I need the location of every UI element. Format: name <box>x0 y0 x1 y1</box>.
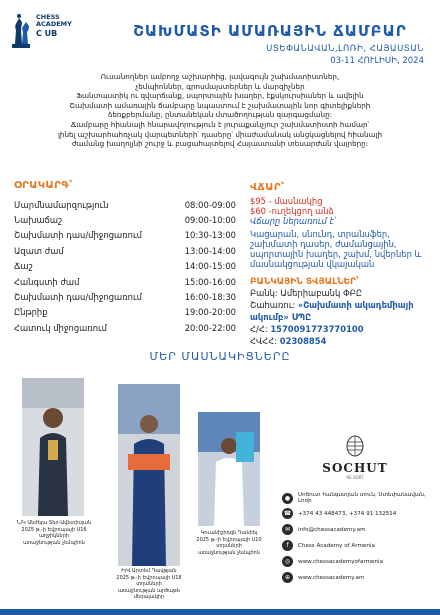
participant-photo-2 <box>118 384 180 566</box>
recipient-name: «Շախմատի ակադեմիայի ակումբ» ՍՊԸ <box>250 300 414 322</box>
schedule-time: 20:00-22:00 <box>184 322 236 333</box>
fee-included-label: Վճարը ներառում է՝ <box>250 216 336 226</box>
location-text: ՍՏԵՓԱՆԱՎԱՆ,ԼՈՌԻ, ՀԱՅԱՍՏԱՆ <box>266 44 424 54</box>
schedule-list <box>14 197 236 336</box>
schedule-label: Շախմատի դաս/միջոցառում <box>14 230 142 241</box>
fee-price-participant: $95 - մասնակից <box>250 196 323 206</box>
schedule-label: Ընթրիք <box>14 307 48 318</box>
schedule-label: Ճաշ <box>14 261 33 272</box>
chess-academy-logo <box>10 10 72 56</box>
schedule-row <box>14 320 236 335</box>
schedule-time: 14:00-15:00 <box>184 261 236 272</box>
intro-line: լինել աշխարհահռչակ վարպետների՝ դասերը՝ միաժամանակ անցկացնելով հիանալի <box>57 129 383 139</box>
fee-block <box>250 196 430 347</box>
contact-text: Chess Academy of Armenia <box>298 542 375 549</box>
schedule-time: 08:00-09:00 <box>184 199 236 210</box>
fee-included-text: Կացարան, սնունդ, տրանսֆեր, շախմատի դասեր, ժամանցային, սպորտային խաղեր, շախմ, նվերներ և մասնակցության վկայական <box>250 229 422 269</box>
sponsor-tagline: RE SORT <box>346 475 364 480</box>
intro-line: ձեռքբերմանը, ընտանեկան մտածողության զարգացմանը: <box>107 110 333 120</box>
intro-line: Ճամբարը հիանալի հնարավորություն է յուրաքանչյուր շախմատիստի համար՝ <box>70 119 370 129</box>
pinecone-icon <box>342 435 368 457</box>
sochut-logo <box>315 435 395 480</box>
intro-text <box>14 72 426 149</box>
intro-line: Ուսանողներ ամբողջ աշխարհից, լավագույն շախմատիստներ, <box>100 72 340 81</box>
logo-text <box>36 14 72 38</box>
fee-price-companion: $60 -ուղեկցող անձ <box>250 206 334 216</box>
tax-label: ՀՎՀՀ: <box>250 336 278 346</box>
logo-line2: ACADEMY <box>36 20 72 29</box>
intro-line: Շախմատի ամառային ճամբարը նպաստում է շախմատային նոր գիտելիքների <box>69 100 371 110</box>
page-title: ՇԱԽՄԱՏԻ ԱՄԱՌԱՅԻՆ ՃԱՄԲԱՐ <box>133 22 407 40</box>
contact-text: info@chessacademy.am <box>298 526 366 533</box>
chess-pieces-icon <box>10 10 32 50</box>
bank-details <box>250 287 430 347</box>
account-label: Հ/Հ: <box>250 324 268 334</box>
facebook-icon: f <box>282 540 293 551</box>
email-icon: ✉ <box>282 524 293 535</box>
bank-label: Բանկ: <box>250 288 278 298</box>
schedule-row <box>14 289 236 304</box>
sponsor-name: SOCHUT <box>322 461 388 475</box>
contact-text: www.chessacademy.am <box>298 574 365 581</box>
header <box>0 0 440 66</box>
schedule-row <box>14 259 236 274</box>
participant-caption-2: Ի/Վ Արտեմ Դավթյան 2025 թ.-ի Եվրոպայի U18 տղաների առաջնության արծաթե մեդալակիր <box>116 568 182 600</box>
contact-email[interactable] <box>282 524 432 535</box>
schedule-time: 19:00-20:00 <box>184 307 236 318</box>
contact-text: www.chessacademyofarmenia <box>298 558 384 565</box>
web-icon: ⊕ <box>282 572 293 583</box>
schedule-row <box>14 197 236 212</box>
intro-line: չեմպիոններ, գրոսմայստերներ և մարզիչներ <box>135 81 305 91</box>
recipient-label: Շահառու: <box>250 300 296 310</box>
participant-photo-3 <box>198 412 260 526</box>
contact-text: Սոճուտ հանգստյան տուն, Ստեփանավան, Լոռի <box>298 492 426 504</box>
schedule-label: Հանգստի ժամ <box>14 276 80 287</box>
participant-caption-1: Ն/Կ Անժելա Տեր-Ավետիսյան 2025 թ.-ի Եվրոպայի U16 աղջիկների առաջնության չեմպիոն <box>16 520 92 546</box>
schedule-time: 09:00-10:00 <box>184 215 236 226</box>
schedule-row <box>14 274 236 289</box>
schedule-time: 16:00-18:30 <box>184 292 236 303</box>
contact-address <box>282 492 432 504</box>
account-number: 1570091773770100 <box>270 324 364 334</box>
dates-text: 03-11 ՀՈՒԼԻՍԻ, 2024 <box>330 56 424 66</box>
schedule-label: Հատուկ միջոցառում <box>14 322 107 333</box>
participant-caption-3: Կուանիշիդզե Դանիել 2025 թ.-ի Եվրոպայի U10 տղաների առաջնության չեմպիոն <box>196 530 262 556</box>
schedule-label: Շախմատի դաս/միջոցառում <box>14 292 142 303</box>
schedule-label: Ազատ ժամ <box>14 245 64 256</box>
logo-line1: CHESS <box>36 13 60 21</box>
participants-heading: ՄԵՐ ՄԱՍՆԱԿԻՑՆԵՐԸ <box>149 350 291 363</box>
instagram-icon: ◎ <box>282 556 293 567</box>
contact-phone[interactable] <box>282 508 432 519</box>
footer-bar <box>0 609 440 615</box>
contact-website[interactable] <box>282 572 432 583</box>
schedule-time: 13:00-14:00 <box>184 245 236 256</box>
participant-photo-1 <box>22 378 84 516</box>
schedule-time: 15:00-16:00 <box>184 276 236 287</box>
schedule-row <box>14 305 236 320</box>
schedule-label: Մարմնամարզություն <box>14 199 109 210</box>
contact-instagram[interactable] <box>282 556 432 567</box>
schedule-row <box>14 212 236 227</box>
schedule-time: 10:30-13:00 <box>184 230 236 241</box>
intro-line: ժամանց խաղոլյնի շուրջ և բացահայտելով Հայաստանի տեսարժան վայրերը: <box>71 139 369 149</box>
schedule-label: Նախաճաշ <box>14 215 63 226</box>
contact-facebook[interactable] <box>282 540 432 551</box>
bank-name: Ամերիաբանկ ՓԲԸ <box>280 288 363 298</box>
fee-heading: ՎՃԱՐ՝ <box>250 182 285 193</box>
phone-icon: ☎ <box>283 510 292 517</box>
bank-heading: ԲԱՆԿԱՅԻՆ ՏՎՅԱԼՆԵՐ՝ <box>250 277 359 287</box>
schedule-heading: ՕՐԱԿԱՐԳ՝ <box>14 180 73 191</box>
schedule-row <box>14 243 236 258</box>
schedule-row <box>14 228 236 243</box>
logo-line3: C UB <box>36 28 58 38</box>
intro-line: Ֆանտաստիկ ու զվարճանք, սպորտային խաղեր, էքսկուրսիաներ և ավելին <box>76 91 364 101</box>
location-icon: ● <box>282 493 293 504</box>
contact-text: +374 43 448473, +374 91 132514 <box>298 510 397 517</box>
tax-number: 02308854 <box>279 336 327 346</box>
